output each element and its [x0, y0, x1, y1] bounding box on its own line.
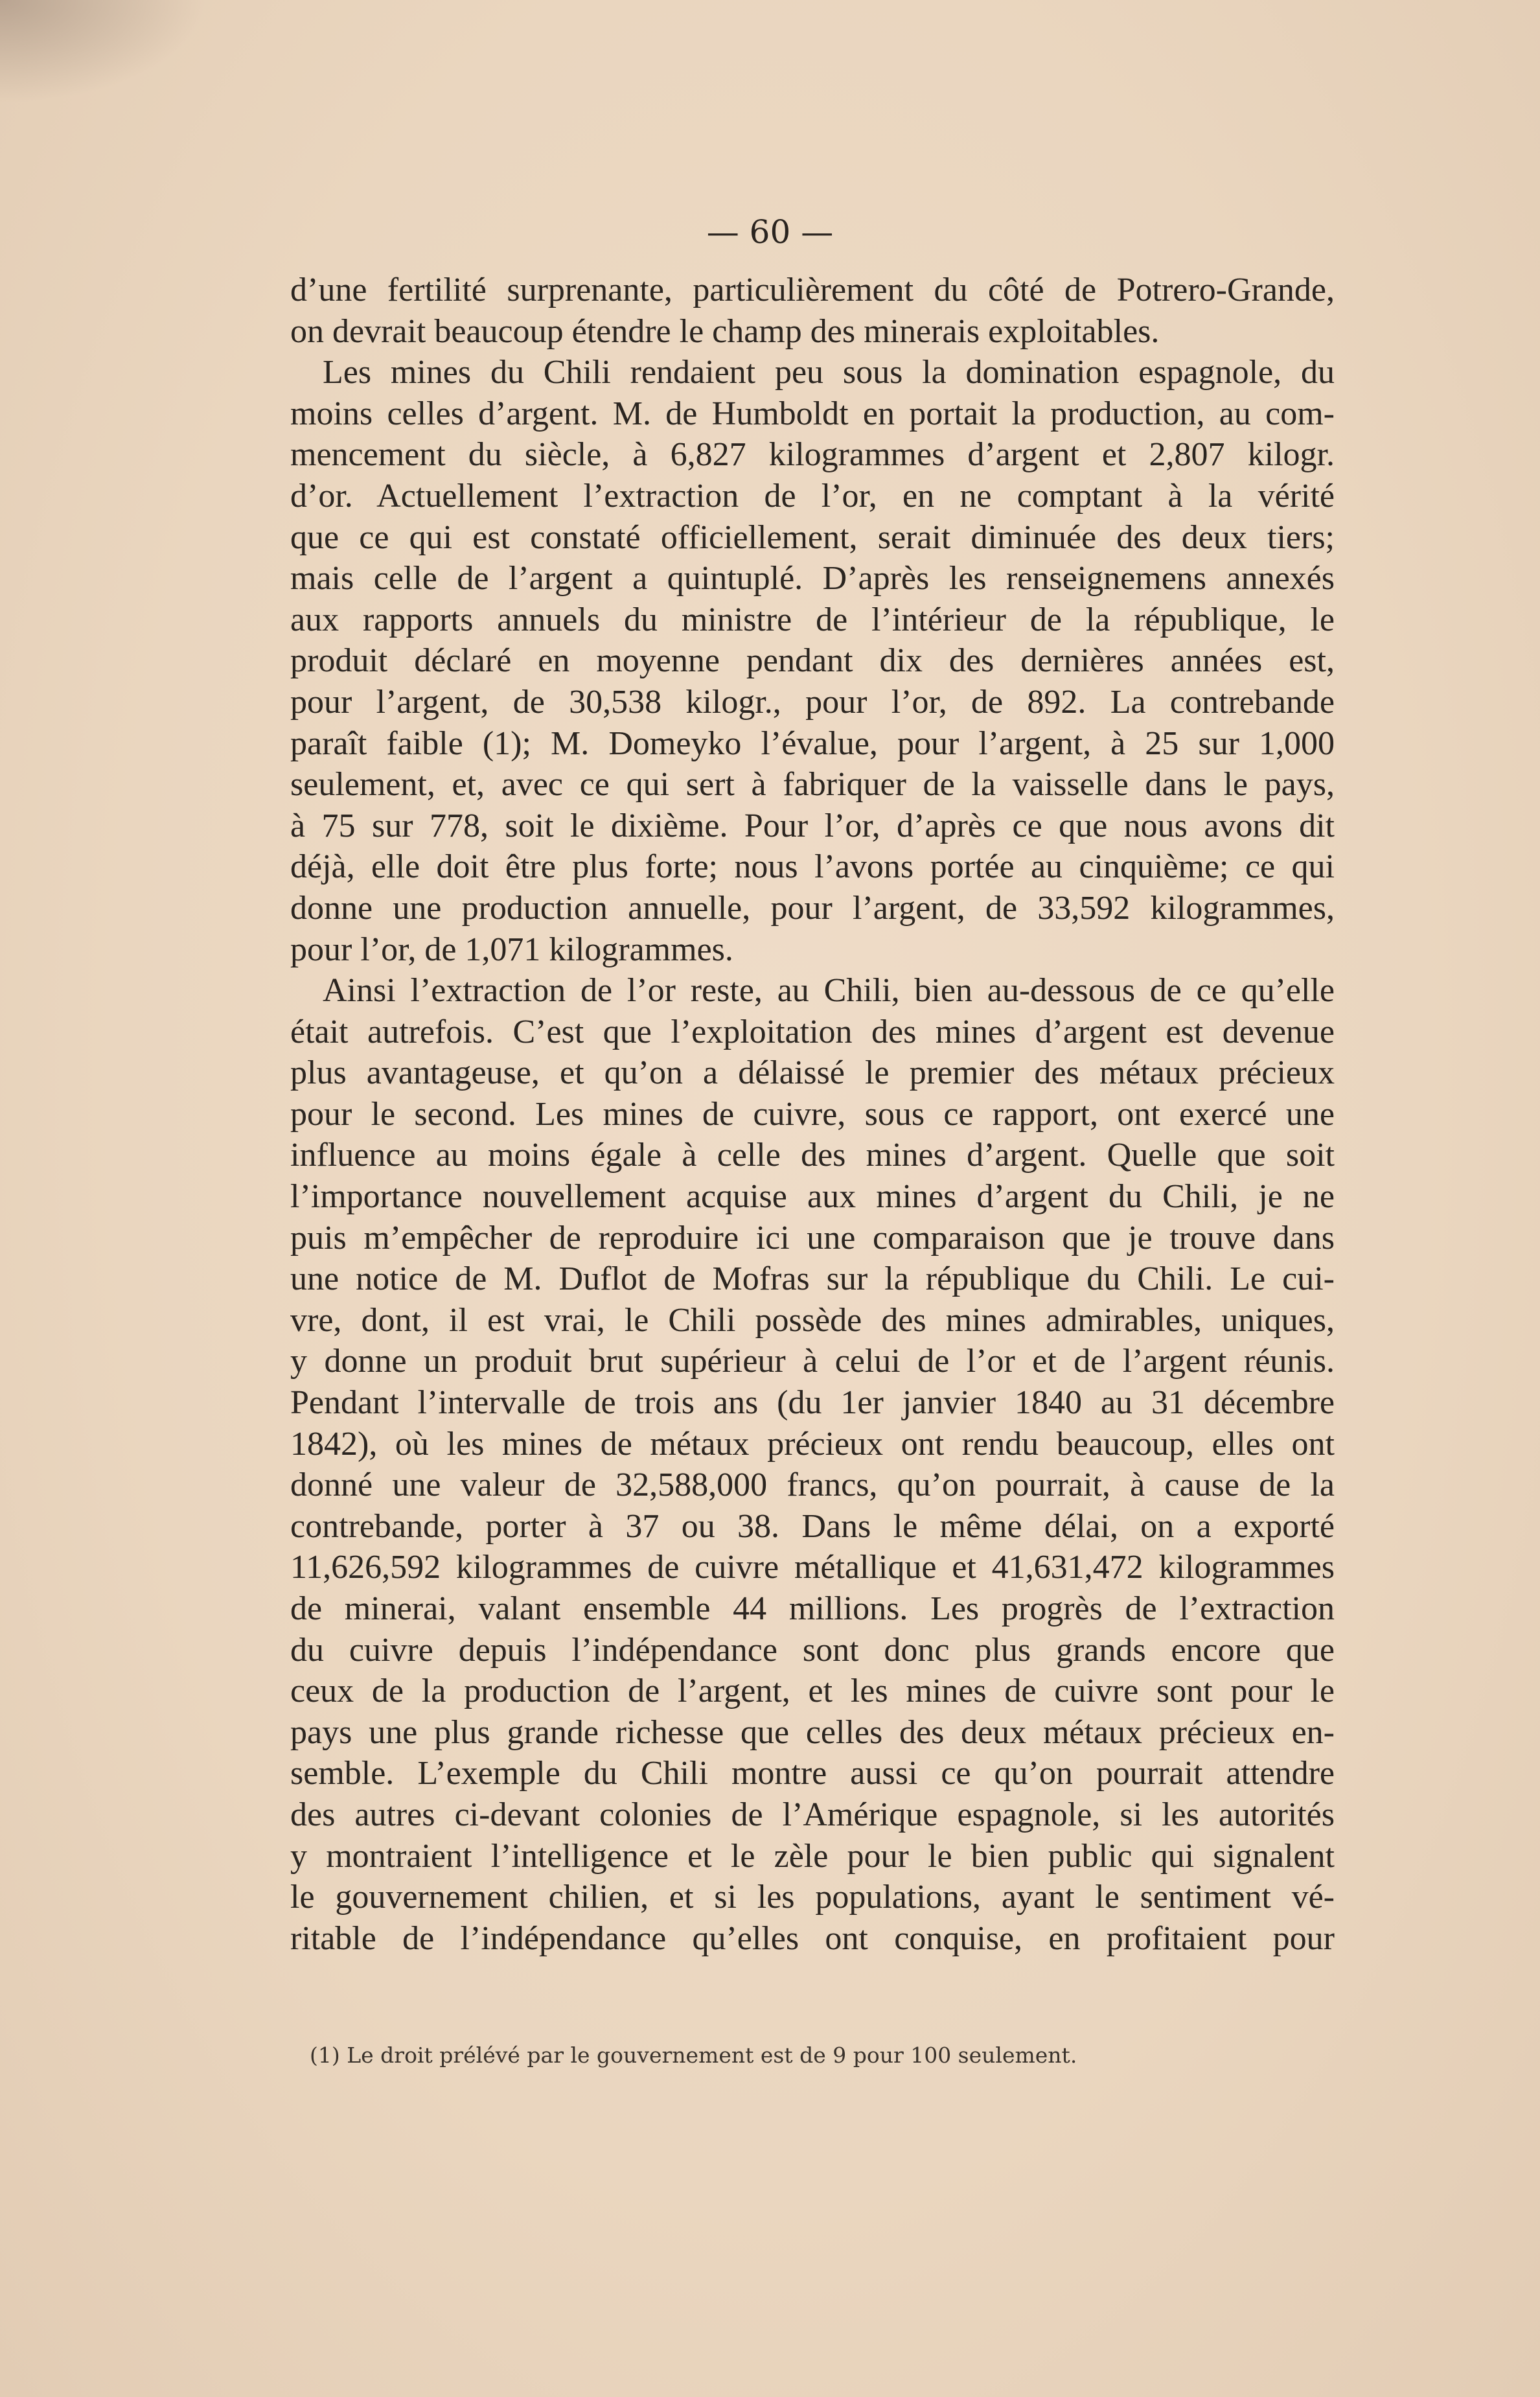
text-line: l’importance nouvellement acquise aux mines d’argent du Chili, je ne	[290, 1178, 1335, 1216]
text-line: 1842), où les mines de métaux précieux ont rendu beaucoup, elles ont	[290, 1425, 1335, 1463]
text-line: on devrait beaucoup étendre le champ des minerais exploitables.	[290, 312, 1160, 350]
text-line: produit déclaré en moyenne pendant dix des dernières années est,	[290, 642, 1335, 680]
page-number: — 60 —	[706, 213, 834, 251]
text-line: mais celle de l’argent a quintuplé. D’après les renseignemens annexés	[290, 560, 1335, 597]
text-line: ceux de la production de l’argent, et les mines de cuivre sont pour le	[290, 1673, 1335, 1710]
text-line: seulement, et, avec ce qui sert à fabriquer de la vaisselle dans le pays,	[290, 766, 1335, 804]
text-line: donné une valeur de 32,588,000 francs, qu’on pourrait, à cause de la	[290, 1466, 1335, 1504]
body-text	[290, 270, 1335, 1959]
text-line: le gouvernement chilien, et si les populations, ayant le sentiment vé-	[290, 1879, 1335, 1916]
text-line: contrebande, porter à 37 ou 38. Dans le même délai, on a exporté	[290, 1507, 1335, 1545]
text-line: 11,626,592 kilogrammes de cuivre métallique et 41,631,472 kilogrammes	[290, 1549, 1335, 1586]
text-line: Pendant l’intervalle de trois ans (du 1er janvier 1840 au 31 décembre	[290, 1384, 1335, 1422]
text-line: semble. L’exemple du Chili montre aussi ce qu’on pourrait attendre	[290, 1755, 1335, 1792]
text-line: moins celles d’argent. M. de Humboldt en portait la production, au com-	[290, 395, 1335, 432]
text-line: pour le second. Les mines de cuivre, sous ce rapport, ont exercé une	[290, 1095, 1335, 1133]
text-line: pour l’argent, de 30,538 kilogr., pour l’or, de 892. La contrebande	[290, 683, 1335, 721]
text-line: une notice de M. Duflot de Mofras sur la république du Chili. Le cui-	[290, 1260, 1335, 1298]
text-line: vre, dont, il est vrai, le Chili possède des mines admirables, uniques,	[290, 1301, 1335, 1339]
text-line: ritable de l’indépendance qu’elles ont conquise, en profitaient pour	[290, 1919, 1335, 1957]
footnote: (1) Le droit prélévé par le gouvernement est de 9 pour 100 seulement.	[310, 2043, 1077, 2068]
text-line: pour l’or, de 1,071 kilogrammes.	[290, 931, 733, 968]
text-line: que ce qui est constaté officiellement, serait diminuée des deux tiers;	[290, 518, 1335, 556]
text-line: des autres ci-devant colonies de l’Amérique espagnole, si les autorités	[290, 1796, 1335, 1833]
text-line: plus avantageuse, et qu’on a délaissé le premier des métaux précieux	[290, 1054, 1335, 1092]
text-line: d’or. Actuellement l’extraction de l’or, en ne comptant à la vérité	[290, 477, 1335, 515]
text-line: y montraient l’intelligence et le zèle pour le bien public qui signalent	[290, 1837, 1335, 1875]
text-line: était autrefois. C’est que l’exploitation des mines d’argent est devenue	[290, 1013, 1335, 1050]
text-line: influence au moins égale à celle des mines d’argent. Quelle que soit	[290, 1137, 1335, 1174]
text-line: à 75 sur 778, soit le dixième. Pour l’or, d’après ce que nous avons dit	[290, 807, 1335, 844]
text-line: donne une production annuelle, pour l’argent, de 33,592 kilogrammes,	[290, 889, 1335, 927]
text-line: paraît faible (1); M. Domeyko l’évalue, pour l’argent, à 25 sur 1,000	[290, 724, 1335, 762]
text-line: pays une plus grande richesse que celles des deux métaux précieux en-	[290, 1713, 1335, 1751]
text-line: du cuivre depuis l’indépendance sont donc plus grands encore que	[290, 1631, 1335, 1669]
text-line: aux rapports annuels du ministre de l’intérieur de la république, le	[290, 601, 1335, 638]
text-line: Ainsi l’extraction de l’or reste, au Chili, bien au-dessous de ce qu’elle	[323, 972, 1335, 1010]
text-line: Les mines du Chili rendaient peu sous la domination espagnole, du	[323, 354, 1335, 391]
text-line: puis m’empêcher de reproduire ici une comparaison que je trouve dans	[290, 1219, 1335, 1256]
text-line: y donne un produit brut supérieur à celui de l’or et de l’argent réunis.	[290, 1343, 1335, 1380]
page-corner-shadow	[0, 0, 207, 104]
text-line: d’une fertilité surprenante, particulièrement du côté de Potrero-Grande,	[290, 272, 1335, 308]
text-line: déjà, elle doit être plus forte; nous l’avons portée au cinquième; ce qui	[290, 848, 1335, 886]
text-line: mencement du siècle, à 6,827 kilogrammes d’argent et 2,807 kilogr.	[290, 436, 1335, 474]
text-line: de minerai, valant ensemble 44 millions. Les progrès de l’extraction	[290, 1590, 1335, 1627]
